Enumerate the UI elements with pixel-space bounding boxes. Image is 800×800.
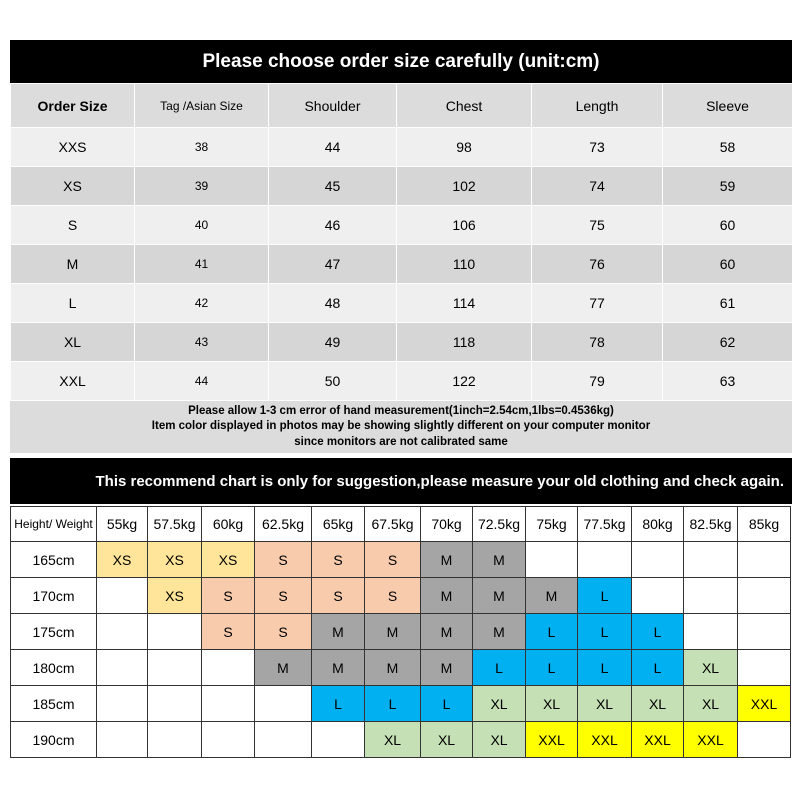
recommend-chart-table [10, 506, 791, 758]
size-recommendation-cell [202, 650, 255, 686]
size-cell: 44 [135, 362, 269, 401]
size-row [11, 362, 793, 401]
recommend-row [11, 578, 791, 614]
size-recommendation-cell [97, 578, 148, 614]
size-cell: 42 [135, 284, 269, 323]
size-recommendation-cell: XL [421, 722, 473, 758]
note-line: Please allow 1-3 cm error of hand measurement(1inch=2.54cm,1lbs=0.4536kg) [188, 404, 614, 417]
size-recommendation-cell: XXL [578, 722, 632, 758]
size-cell: 38 [135, 128, 269, 167]
size-cell: 75 [532, 206, 663, 245]
size-recommendation-cell: L [365, 686, 421, 722]
size-cell: 49 [269, 323, 397, 362]
size-recommendation-cell [526, 542, 578, 578]
size-recommendation-cell: XXL [738, 686, 791, 722]
size-recommendation-cell: XL [365, 722, 421, 758]
size-recommendation-cell: L [578, 650, 632, 686]
size-cell: 60 [663, 206, 793, 245]
size-row [11, 206, 793, 245]
size-recommendation-cell [148, 614, 202, 650]
size-header-cell: Sleeve [663, 84, 793, 128]
size-recommendation-cell [97, 650, 148, 686]
height-cell: 175cm [11, 614, 97, 650]
size-cell: XXS [11, 128, 135, 167]
height-cell: 190cm [11, 722, 97, 758]
size-recommendation-cell: M [255, 650, 312, 686]
size-header-cell: Length [532, 84, 663, 128]
size-recommendation-cell: M [473, 578, 526, 614]
size-cell: 59 [663, 167, 793, 206]
size-header-cell: Shoulder [269, 84, 397, 128]
size-recommendation-cell: L [473, 650, 526, 686]
size-recommendation-cell [202, 722, 255, 758]
size-cell: 39 [135, 167, 269, 206]
size-recommendation-cell: XL [684, 650, 738, 686]
size-cell: 118 [397, 323, 532, 362]
note-line: since monitors are not calibrated same [294, 435, 508, 448]
size-cell: 63 [663, 362, 793, 401]
size-recommendation-cell: L [632, 650, 684, 686]
size-recommendation-cell: M [421, 578, 473, 614]
weight-header-cell: 85kg [738, 507, 791, 542]
weight-header-cell: 70kg [421, 507, 473, 542]
note-line: Item color displayed in photos may be showing slightly different on your computer monitor [151, 420, 651, 433]
size-cell: 106 [397, 206, 532, 245]
size-recommendation-cell [97, 722, 148, 758]
size-recommendation-cell: S [255, 542, 312, 578]
size-recommendation-cell [738, 614, 791, 650]
recommend-header-row [11, 507, 791, 542]
weight-header-cell: 65kg [312, 507, 365, 542]
size-recommendation-cell [97, 614, 148, 650]
size-row [11, 167, 793, 206]
size-cell: M [11, 245, 135, 284]
size-cell: XS [11, 167, 135, 206]
size-cell: 74 [532, 167, 663, 206]
size-recommendation-cell: M [526, 578, 578, 614]
size-recommendation-cell: L [578, 578, 632, 614]
size-cell: 46 [269, 206, 397, 245]
size-recommendation-cell [312, 722, 365, 758]
size-recommendation-cell: XS [148, 542, 202, 578]
recommend-row [11, 650, 791, 686]
size-recommendation-cell [738, 650, 791, 686]
size-cell: XL [11, 323, 135, 362]
size-cell: 40 [135, 206, 269, 245]
size-recommendation-cell [202, 686, 255, 722]
size-cell: 98 [397, 128, 532, 167]
size-recommendation-cell [738, 722, 791, 758]
size-recommendation-cell [684, 614, 738, 650]
weight-header-cell: 72.5kg [473, 507, 526, 542]
size-recommendation-cell: S [255, 578, 312, 614]
size-cell: 50 [269, 362, 397, 401]
size-cell: 47 [269, 245, 397, 284]
weight-header-cell: 82.5kg [684, 507, 738, 542]
weight-header-cell: 75kg [526, 507, 578, 542]
size-recommendation-cell: M [473, 614, 526, 650]
size-cell: 45 [269, 167, 397, 206]
size-recommendation-cell: XL [526, 686, 578, 722]
size-header-cell: Chest [397, 84, 532, 128]
size-recommendation-cell: XXL [632, 722, 684, 758]
size-recommendation-cell [255, 722, 312, 758]
size-cell: 122 [397, 362, 532, 401]
size-cell: 62 [663, 323, 793, 362]
size-recommendation-cell: M [312, 650, 365, 686]
size-recommendation-cell [148, 722, 202, 758]
size-cell: 58 [663, 128, 793, 167]
size-recommendation-cell: XL [684, 686, 738, 722]
size-row [11, 128, 793, 167]
height-cell: 180cm [11, 650, 97, 686]
size-recommendation-cell: XS [148, 578, 202, 614]
size-recommendation-cell [97, 686, 148, 722]
size-cell: 61 [663, 284, 793, 323]
size-header-cell: Order Size [11, 84, 135, 128]
size-cell: 44 [269, 128, 397, 167]
size-cell: 48 [269, 284, 397, 323]
size-cell: 41 [135, 245, 269, 284]
size-recommendation-cell: M [473, 542, 526, 578]
size-cell: 102 [397, 167, 532, 206]
height-weight-corner: Height/ Weight [11, 507, 97, 542]
recommend-row [11, 614, 791, 650]
size-recommendation-cell [684, 542, 738, 578]
size-recommendation-cell: XL [632, 686, 684, 722]
size-recommendation-cell: M [421, 614, 473, 650]
recommend-chart-title: This recommend chart is only for suggestion,please measure your old clothing and check again. [10, 458, 792, 504]
size-recommendation-cell: XS [202, 542, 255, 578]
size-recommendation-cell: S [365, 542, 421, 578]
size-recommendation-cell: M [312, 614, 365, 650]
weight-header-cell: 77.5kg [578, 507, 632, 542]
size-recommendation-cell: M [365, 614, 421, 650]
height-cell: 185cm [11, 686, 97, 722]
size-recommendation-cell: L [421, 686, 473, 722]
size-recommendation-cell: L [578, 614, 632, 650]
size-recommendation-cell: S [312, 542, 365, 578]
size-recommendation-cell [684, 578, 738, 614]
size-recommendation-cell [148, 686, 202, 722]
size-recommendation-cell: S [365, 578, 421, 614]
size-recommendation-cell [738, 542, 791, 578]
recommend-row [11, 542, 791, 578]
measurement-notes [10, 401, 792, 453]
size-cell: 60 [663, 245, 793, 284]
size-header-row [11, 84, 793, 128]
size-header-cell: Tag /Asian Size [135, 84, 269, 128]
size-chart-table [10, 83, 793, 401]
size-cell: 77 [532, 284, 663, 323]
size-recommendation-cell [632, 578, 684, 614]
size-recommendation-cell: XL [473, 686, 526, 722]
size-recommendation-cell [578, 542, 632, 578]
recommend-row [11, 686, 791, 722]
size-recommendation-cell: L [526, 614, 578, 650]
size-recommendation-cell: M [421, 542, 473, 578]
size-recommendation-cell: XXL [526, 722, 578, 758]
size-recommendation-cell: M [365, 650, 421, 686]
size-recommendation-cell [148, 650, 202, 686]
size-recommendation-cell: S [255, 614, 312, 650]
size-recommendation-cell: M [421, 650, 473, 686]
size-recommendation-cell [255, 686, 312, 722]
size-recommendation-cell: S [202, 578, 255, 614]
size-cell: 43 [135, 323, 269, 362]
size-recommendation-cell: L [312, 686, 365, 722]
size-recommendation-cell: XL [473, 722, 526, 758]
size-row [11, 284, 793, 323]
size-recommendation-cell: L [526, 650, 578, 686]
size-cell: XXL [11, 362, 135, 401]
weight-header-cell: 62.5kg [255, 507, 312, 542]
size-cell: 73 [532, 128, 663, 167]
weight-header-cell: 57.5kg [148, 507, 202, 542]
size-recommendation-cell: XXL [684, 722, 738, 758]
size-recommendation-cell [738, 578, 791, 614]
size-cell: 76 [532, 245, 663, 284]
height-cell: 170cm [11, 578, 97, 614]
size-cell: 78 [532, 323, 663, 362]
size-recommendation-cell: XL [578, 686, 632, 722]
size-recommendation-cell: L [632, 614, 684, 650]
size-cell: L [11, 284, 135, 323]
size-recommendation-cell [632, 542, 684, 578]
recommend-row [11, 722, 791, 758]
size-row [11, 245, 793, 284]
size-recommendation-cell: S [202, 614, 255, 650]
height-cell: 165cm [11, 542, 97, 578]
size-recommendation-cell: XS [97, 542, 148, 578]
size-recommendation-cell: S [312, 578, 365, 614]
size-cell: S [11, 206, 135, 245]
weight-header-cell: 67.5kg [365, 507, 421, 542]
size-cell: 114 [397, 284, 532, 323]
weight-header-cell: 60kg [202, 507, 255, 542]
weight-header-cell: 80kg [632, 507, 684, 542]
size-cell: 79 [532, 362, 663, 401]
weight-header-cell: 55kg [97, 507, 148, 542]
size-cell: 110 [397, 245, 532, 284]
size-chart-title: Please choose order size carefully (unit:cm) [10, 40, 792, 83]
size-row [11, 323, 793, 362]
